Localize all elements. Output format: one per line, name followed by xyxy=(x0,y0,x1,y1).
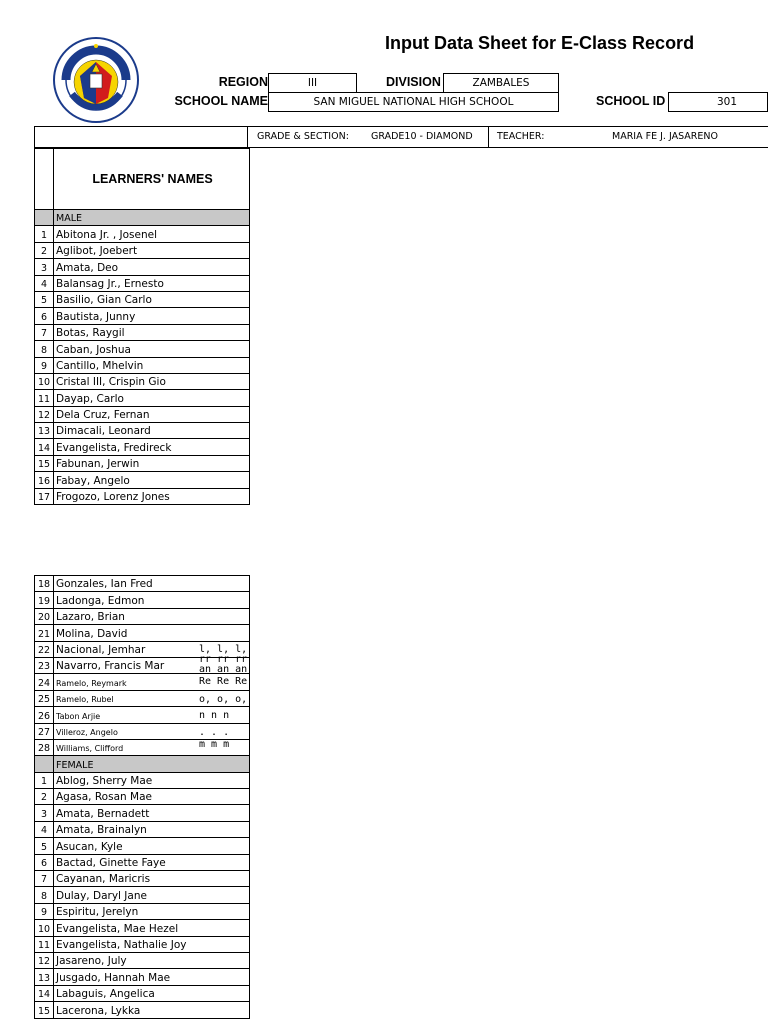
table-row[interactable] xyxy=(35,789,250,805)
table-row[interactable] xyxy=(35,821,250,837)
learner-name[interactable]: Gonzales, Ian Fred xyxy=(54,576,250,592)
row-number: 1 xyxy=(35,226,54,242)
row-number: 12 xyxy=(35,952,54,968)
table-row[interactable] xyxy=(35,373,250,389)
table-row[interactable] xyxy=(35,341,250,357)
row-number: 4 xyxy=(35,821,54,837)
learner-name[interactable]: Basilio, Gian Carlo xyxy=(54,291,250,307)
learner-name[interactable]: Agasa, Rosan Mae xyxy=(54,789,250,805)
row-number: 16 xyxy=(35,472,54,488)
female-group-label: FEMALE xyxy=(54,756,250,772)
learner-name[interactable]: Dulay, Daryl Jane xyxy=(54,887,250,903)
learner-name[interactable]: Fabay, Angelo xyxy=(54,472,250,488)
learner-name[interactable]: Lazaro, Brian xyxy=(54,608,250,624)
learner-name[interactable]: Tabon Arjie xyxy=(54,707,250,723)
learner-name[interactable]: Amata, Deo xyxy=(54,259,250,275)
learner-name[interactable]: Lacerona, Lykka xyxy=(54,1002,250,1018)
table-row[interactable] xyxy=(35,592,250,608)
learner-name[interactable]: Cristal III, Crispin Gio xyxy=(54,373,250,389)
table-row[interactable] xyxy=(35,854,250,870)
row-number: 18 xyxy=(35,576,54,592)
overflow-fragment: m m m xyxy=(199,739,230,750)
row-number: 22 xyxy=(35,641,54,657)
learner-name[interactable]: Ramelo, Reymark xyxy=(54,674,250,690)
row-number: 24 xyxy=(35,674,54,690)
table-row[interactable] xyxy=(35,291,250,307)
teacher-value[interactable]: MARIA FE J. JASARENO xyxy=(612,131,718,142)
row-number: 9 xyxy=(35,357,54,373)
table-row[interactable] xyxy=(35,390,250,406)
overflow-fragment: Re Re Re xyxy=(199,676,248,687)
learner-name[interactable]: Abitona Jr. , Josenel xyxy=(54,226,250,242)
table-row[interactable] xyxy=(35,423,250,439)
table-row[interactable] xyxy=(35,472,250,488)
row-number: 2 xyxy=(35,789,54,805)
grade-section-label: GRADE & SECTION: xyxy=(257,131,349,142)
row-number: 15 xyxy=(35,1002,54,1018)
learner-name[interactable]: Cayanan, Maricris xyxy=(54,871,250,887)
row-number: 1 xyxy=(35,772,54,788)
school-id-field[interactable]: 301 xyxy=(668,92,768,112)
learner-name[interactable]: Dimacali, Leonard xyxy=(54,423,250,439)
school-name-field[interactable]: SAN MIGUEL NATIONAL HIGH SCHOOL xyxy=(268,92,559,112)
row-number: 26 xyxy=(35,707,54,723)
row-number: 13 xyxy=(35,969,54,985)
row-number: 11 xyxy=(35,936,54,952)
row-number: 7 xyxy=(35,871,54,887)
table-row[interactable] xyxy=(35,324,250,340)
row-number: 6 xyxy=(35,854,54,870)
row-number: 3 xyxy=(35,805,54,821)
learner-name[interactable]: Bactad, Ginette Faye xyxy=(54,854,250,870)
row-number: 9 xyxy=(35,903,54,919)
row-number: 8 xyxy=(35,887,54,903)
table-row[interactable] xyxy=(35,887,250,903)
table-row[interactable] xyxy=(35,936,250,952)
page-title: Input Data Sheet for E-Class Record xyxy=(385,33,695,53)
division-label: DIVISION xyxy=(386,75,441,89)
row-number: 12 xyxy=(35,406,54,422)
row-number: 15 xyxy=(35,455,54,471)
row-number: 14 xyxy=(35,439,54,455)
table-row[interactable] xyxy=(35,985,250,1001)
row-number: 8 xyxy=(35,341,54,357)
table-row[interactable] xyxy=(35,455,250,471)
row-number: 17 xyxy=(35,488,54,504)
table-row[interactable] xyxy=(35,439,250,455)
row-number: 7 xyxy=(35,324,54,340)
learner-name[interactable]: Evangelista, Mae Hezel xyxy=(54,920,250,936)
row-number: 5 xyxy=(35,838,54,854)
row-number: 28 xyxy=(35,739,54,755)
table-row[interactable] xyxy=(35,488,250,504)
table-row[interactable] xyxy=(35,275,250,291)
learner-name[interactable]: Caban, Joshua xyxy=(54,341,250,357)
learners-table-male xyxy=(34,148,250,505)
row-number: 19 xyxy=(35,592,54,608)
table-row[interactable] xyxy=(35,772,250,788)
table-row[interactable] xyxy=(35,625,250,641)
overflow-fragment: o, o, o, xyxy=(199,694,248,705)
row-number: 21 xyxy=(35,625,54,641)
learner-name[interactable]: Ramelo, Rubel xyxy=(54,690,250,706)
learner-name[interactable]: Amata, Bernadett xyxy=(54,805,250,821)
row-number: 23 xyxy=(35,657,54,673)
row-number: 13 xyxy=(35,423,54,439)
row-number: 11 xyxy=(35,390,54,406)
deped-seal-logo xyxy=(52,36,140,124)
learner-name[interactable]: Villeroz, Angelo xyxy=(54,723,250,739)
female-group-row xyxy=(35,756,250,772)
grade-section-row xyxy=(34,126,768,148)
row-number: 27 xyxy=(35,723,54,739)
learner-name[interactable]: Navarro, Francis Mar xyxy=(54,657,250,673)
learners-names-header: LEARNERS' NAMES xyxy=(54,149,250,210)
divider xyxy=(488,127,489,147)
table-row[interactable] xyxy=(35,871,250,887)
division-field[interactable]: ZAMBALES xyxy=(443,73,559,93)
table-row[interactable] xyxy=(35,608,250,624)
table-row[interactable] xyxy=(35,259,250,275)
learner-name[interactable]: Frogozo, Lorenz Jones xyxy=(54,488,250,504)
row-number: 10 xyxy=(35,373,54,389)
learner-name[interactable]: Nacional, Jemhar xyxy=(54,641,250,657)
table-row[interactable] xyxy=(35,952,250,968)
learner-name[interactable]: Asucan, Kyle xyxy=(54,838,250,854)
table-row[interactable] xyxy=(35,969,250,985)
learner-name[interactable]: Labaguis, Angelica xyxy=(54,985,250,1001)
table-row[interactable] xyxy=(35,406,250,422)
table-row[interactable] xyxy=(35,838,250,854)
table-row[interactable] xyxy=(35,308,250,324)
table-row[interactable] xyxy=(35,903,250,919)
school-id-label: SCHOOL ID xyxy=(596,94,666,108)
learner-name[interactable]: Amata, Brainalyn xyxy=(54,821,250,837)
teacher-label: TEACHER: xyxy=(497,131,545,142)
learner-name[interactable]: Dela Cruz, Fernan xyxy=(54,406,250,422)
learner-name[interactable]: Molina, David xyxy=(54,625,250,641)
region-field[interactable]: III xyxy=(268,73,357,93)
learners-table-continued xyxy=(34,575,250,1019)
learner-name[interactable]: Ablog, Sherry Mae xyxy=(54,772,250,788)
school-name-label: SCHOOL NAME xyxy=(174,94,268,108)
learner-name[interactable]: Jasareno, July xyxy=(54,952,250,968)
overflow-fragment: an an an xyxy=(199,664,248,675)
table-row[interactable] xyxy=(35,576,250,592)
learner-name[interactable]: Aglibot, Joebert xyxy=(54,242,250,258)
overflow-fragment: l, l, l, xyxy=(199,644,248,655)
table-row[interactable] xyxy=(35,805,250,821)
learner-name[interactable]: Ladonga, Edmon xyxy=(54,592,250,608)
row-number: 2 xyxy=(35,242,54,258)
row-number-header xyxy=(35,149,54,210)
overflow-fragment: . . . xyxy=(199,727,230,738)
row-number: 10 xyxy=(35,920,54,936)
grade-section-value[interactable]: GRADE10 - DIAMOND xyxy=(371,131,473,142)
learner-name[interactable]: Dayap, Carlo xyxy=(54,390,250,406)
region-label: REGION xyxy=(218,75,268,89)
row-number: 25 xyxy=(35,690,54,706)
learner-name[interactable]: Botas, Raygil xyxy=(54,324,250,340)
row-number: 4 xyxy=(35,275,54,291)
overflow-fragment: n n n xyxy=(199,710,230,721)
table-row[interactable] xyxy=(35,242,250,258)
table-row[interactable] xyxy=(35,920,250,936)
learner-name[interactable]: Evangelista, Fredireck xyxy=(54,439,250,455)
row-number: 5 xyxy=(35,291,54,307)
table-row[interactable] xyxy=(35,1002,250,1018)
table-row[interactable] xyxy=(35,357,250,373)
divider xyxy=(247,127,248,147)
male-group-label: MALE xyxy=(54,210,250,226)
learner-name[interactable]: Balansag Jr., Ernesto xyxy=(54,275,250,291)
learner-name[interactable]: Williams, Clifford xyxy=(54,739,250,755)
learner-name[interactable]: Fabunan, Jerwin xyxy=(54,455,250,471)
learner-name[interactable]: Evangelista, Nathalie Joy xyxy=(54,936,250,952)
row-number: 20 xyxy=(35,608,54,624)
row-number: 3 xyxy=(35,259,54,275)
learner-name[interactable]: Jusgado, Hannah Mae xyxy=(54,969,250,985)
learner-name[interactable]: Bautista, Junny xyxy=(54,308,250,324)
row-number: 6 xyxy=(35,308,54,324)
overflow-fragment: rr rr rr xyxy=(199,654,248,665)
learner-name[interactable]: Cantillo, Mhelvin xyxy=(54,357,250,373)
table-row[interactable] xyxy=(35,226,250,242)
row-number: 14 xyxy=(35,985,54,1001)
learner-name[interactable]: Espiritu, Jerelyn xyxy=(54,903,250,919)
